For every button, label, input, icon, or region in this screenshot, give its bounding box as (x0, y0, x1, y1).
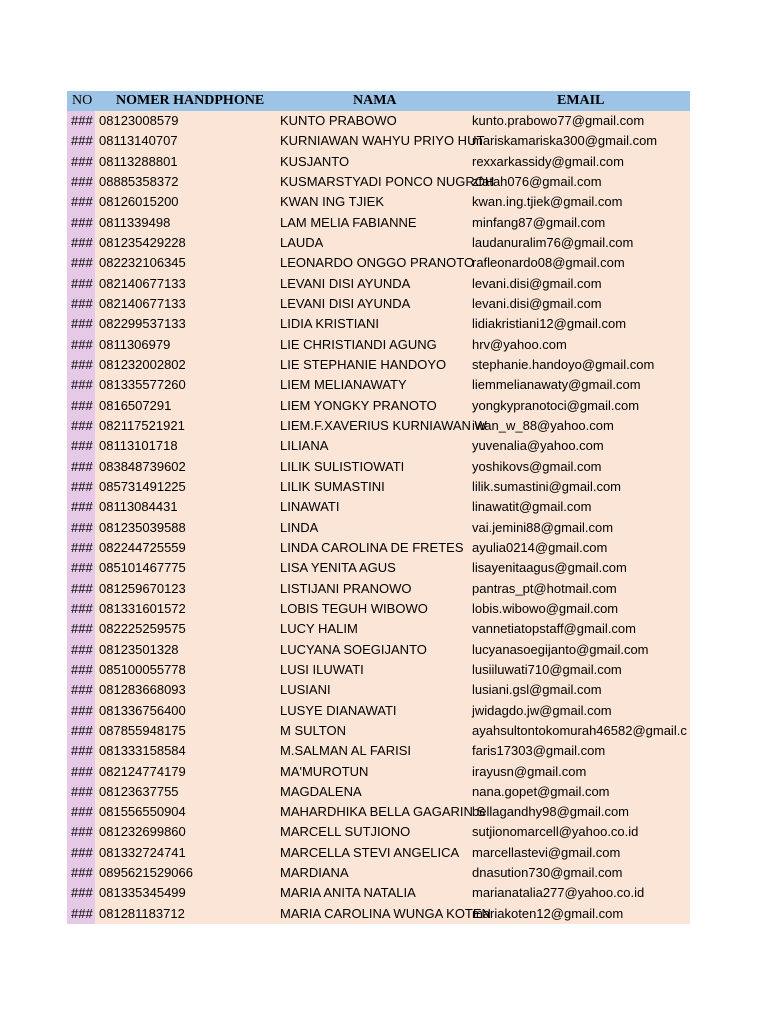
cell-nama: M SULTON (280, 722, 346, 738)
table-row (67, 619, 690, 639)
cell-email: marianatalia277@yahoo.co.id (472, 885, 645, 901)
cell-nama: LILIK SULISTIOWATI (280, 458, 405, 474)
table-row (67, 579, 690, 599)
cell-email: lilik.sumastini@gmail.com (472, 478, 622, 494)
cell-nama: KUSMARSTYADI PONCO NUGROH (280, 173, 495, 189)
table-row (67, 538, 690, 558)
cell-phone: 085731491225 (99, 478, 186, 494)
cell-nama: LILIK SUMASTINI (280, 478, 385, 494)
cell-email: lobis.wibowo@gmail.com (472, 600, 619, 616)
cell-phone: 081232002802 (99, 356, 186, 372)
table-row (67, 192, 690, 212)
table-row (67, 741, 690, 761)
table-row (67, 355, 690, 375)
cell-nama: MARIA CAROLINA WUNGA KOTEN (280, 905, 491, 921)
cell-phone: 08123501328 (99, 641, 179, 657)
table-row (67, 233, 690, 253)
cell-no: ### (67, 660, 95, 680)
table-row (67, 721, 690, 741)
table-row (67, 782, 690, 802)
cell-nama: MAHARDHIKA BELLA GAGARIN S (280, 804, 486, 820)
cell-phone: 081283668093 (99, 682, 186, 698)
cell-nama: LAM MELIA FABIANNE (280, 214, 417, 230)
cell-nama: LEVANI DISI AYUNDA (280, 275, 411, 291)
cell-email: rafleonardo08@gmail.com (472, 255, 625, 271)
cell-email: faris17303@gmail.com (472, 743, 606, 759)
cell-nama: LUCY HALIM (280, 621, 358, 637)
table-row (67, 802, 690, 822)
table-row (67, 294, 690, 314)
cell-no: ### (67, 558, 95, 578)
cell-phone: 081332724741 (99, 844, 186, 860)
cell-nama: KUNTO PRABOWO (280, 113, 397, 128)
cell-phone: 081331601572 (99, 600, 186, 616)
cell-email: vannetiatopstaff@gmail.com (472, 621, 636, 637)
header-email: EMAIL (557, 93, 605, 108)
cell-no: ### (67, 294, 95, 314)
cell-phone: 082232106345 (99, 255, 186, 271)
cell-no: ### (67, 904, 95, 924)
cell-no: ### (67, 274, 95, 294)
cell-email: minfang87@gmail.com (472, 214, 606, 230)
cell-no: ### (67, 538, 95, 558)
cell-phone: 082225259575 (99, 621, 186, 637)
cell-phone: 083848739602 (99, 458, 186, 474)
table-row (67, 375, 690, 395)
cell-email: levani.disi@gmail.com (472, 295, 602, 311)
cell-phone: 085100055778 (99, 661, 186, 677)
cell-phone: 081235429228 (99, 234, 186, 250)
cell-nama: KWAN ING TJIEK (280, 194, 385, 210)
cell-no: ### (67, 802, 95, 822)
cell-email: mariakoten12@gmail.com (472, 905, 624, 921)
cell-email: levani.disi@gmail.com (472, 275, 602, 291)
cell-phone: 081556550904 (99, 804, 186, 820)
table-row (67, 518, 690, 538)
cell-email: mariskamariska300@gmail.com (472, 133, 658, 149)
cell-phone: 08123008579 (99, 113, 179, 128)
cell-email: kunto.prabowo77@gmail.com (472, 113, 645, 128)
table-body (67, 111, 690, 924)
cell-no: ### (67, 111, 95, 131)
cell-nama: LAUDA (280, 234, 324, 250)
cell-email: lidiakristiani12@gmail.com (472, 316, 627, 332)
cell-no: ### (67, 599, 95, 619)
cell-email: liemmelianawaty@gmail.com (472, 377, 641, 393)
cell-no: ### (67, 192, 95, 212)
table-row (67, 701, 690, 721)
cell-no: ### (67, 619, 95, 639)
cell-nama: LISTIJANI PRANOWO (280, 580, 412, 596)
header-phone: NOMER HANDPHONE (116, 93, 265, 108)
cell-email: lusiiluwati710@gmail.com (472, 661, 622, 677)
cell-email: yoshikovs@gmail.com (472, 458, 602, 474)
cell-nama: MARCELLA STEVI ANGELICA (280, 844, 460, 860)
cell-nama: LEVANI DISI AYUNDA (280, 295, 411, 311)
cell-email: hrv@yahoo.com (472, 336, 567, 352)
cell-phone: 0811339498 (99, 214, 171, 230)
cell-no: ### (67, 457, 95, 477)
cell-no: ### (67, 741, 95, 761)
cell-no: ### (67, 822, 95, 842)
cell-phone: 081281183712 (99, 905, 185, 921)
cell-nama: MARDIANA (280, 865, 349, 881)
cell-no: ### (67, 680, 95, 700)
cell-email: irayusn@gmail.com (472, 763, 587, 779)
cell-nama: LIDIA KRISTIANI (280, 316, 379, 332)
cell-phone: 082140677133 (99, 275, 186, 291)
table-row (67, 497, 690, 517)
cell-phone: 08113101718 (99, 438, 178, 454)
cell-no: ### (67, 152, 95, 172)
cell-no: ### (67, 314, 95, 334)
cell-email: yuvenalia@yahoo.com (472, 438, 604, 454)
cell-email: ayulia0214@gmail.com (472, 539, 608, 555)
cell-no: ### (67, 497, 95, 517)
table-row (67, 111, 690, 131)
cell-email: jwidagdo.jw@gmail.com (472, 702, 612, 718)
cell-nama: LINDA CAROLINA DE FRETES (280, 539, 464, 555)
cell-email: bellagandhy98@gmail.com (472, 804, 630, 820)
cell-no: ### (67, 843, 95, 863)
cell-email: iwan_w_88@yahoo.com (472, 417, 614, 433)
cell-no: ### (67, 355, 95, 375)
table-row (67, 883, 690, 903)
cell-phone: 081335577260 (99, 377, 186, 393)
table-row (67, 660, 690, 680)
cell-no: ### (67, 213, 95, 233)
cell-no: ### (67, 701, 95, 721)
cell-phone: 0811306979 (99, 336, 171, 352)
table-row (67, 131, 690, 151)
cell-nama: LISA YENITA AGUS (280, 560, 396, 576)
cell-phone: 082117521921 (99, 417, 185, 433)
cell-email: zfatah076@gmail.com (472, 173, 602, 189)
cell-phone: 081259670123 (99, 580, 186, 596)
table-header (67, 91, 690, 111)
table-row (67, 477, 690, 497)
cell-nama: LIEM MELIANAWATY (280, 377, 407, 393)
cell-nama: LUSIANI (280, 682, 331, 698)
cell-no: ### (67, 335, 95, 355)
cell-phone: 08113084431 (99, 499, 178, 515)
cell-email: linawatit@gmail.com (472, 499, 592, 515)
cell-nama: MARCELL SUTJIONO (280, 824, 411, 840)
cell-email: laudanuralim76@gmail.com (472, 234, 634, 250)
cell-email: kwan.ing.tjiek@gmail.com (472, 194, 623, 210)
cell-nama: LINAWATI (280, 499, 340, 515)
cell-no: ### (67, 762, 95, 782)
cell-phone: 08885358372 (99, 173, 179, 189)
cell-nama: MAGDALENA (280, 783, 362, 799)
header-no: NO (72, 93, 93, 108)
table-row (67, 253, 690, 273)
cell-phone: 087855948175 (99, 722, 186, 738)
cell-nama: M.SALMAN AL FARISI (280, 743, 412, 759)
cell-no: ### (67, 416, 95, 436)
cell-email: lucyanasoegijanto@gmail.com (472, 641, 649, 657)
cell-email: pantras_pt@hotmail.com (472, 580, 617, 596)
table-row (67, 416, 690, 436)
table-row (67, 558, 690, 578)
cell-nama: LUCYANA SOEGIJANTO (280, 641, 427, 657)
cell-email: yongkypranotoci@gmail.com (472, 397, 640, 413)
cell-phone: 081335345499 (99, 885, 186, 901)
cell-phone: 081235039588 (99, 519, 186, 535)
cell-no: ### (67, 883, 95, 903)
cell-nama: KUSJANTO (280, 153, 350, 169)
cell-email: nana.gopet@gmail.com (472, 783, 610, 799)
cell-phone: 085101467775 (99, 560, 186, 576)
table-row (67, 213, 690, 233)
cell-nama: LIE STEPHANIE HANDOYO (280, 356, 447, 372)
cell-nama: LOBIS TEGUH WIBOWO (280, 600, 428, 616)
table-row (67, 822, 690, 842)
cell-no: ### (67, 477, 95, 497)
cell-phone: 0816507291 (99, 397, 172, 413)
cell-nama: LINDA (280, 519, 319, 535)
cell-no: ### (67, 518, 95, 538)
cell-phone: 082140677133 (99, 295, 186, 311)
cell-nama: MARIA ANITA NATALIA (280, 885, 416, 901)
cell-phone: 08113140707 (99, 133, 178, 149)
cell-nama: LUSYE DIANAWATI (280, 702, 397, 718)
table-row (67, 152, 690, 172)
cell-phone: 081336756400 (99, 702, 186, 718)
table-row (67, 863, 690, 883)
cell-phone: 082299537133 (99, 316, 186, 332)
table-row (67, 762, 690, 782)
cell-phone: 0895621529066 (99, 865, 193, 881)
table-row (67, 335, 690, 355)
cell-no: ### (67, 640, 95, 660)
cell-nama: LIEM YONGKY PRANOTO (280, 397, 437, 413)
contact-table (67, 91, 690, 924)
cell-no: ### (67, 863, 95, 883)
cell-email: ayahsultontokomurah46582@gmail.c (472, 722, 687, 738)
table-row (67, 396, 690, 416)
cell-phone: 082244725559 (99, 539, 186, 555)
cell-no: ### (67, 579, 95, 599)
cell-email: vai.jemini88@gmail.com (472, 519, 614, 535)
cell-no: ### (67, 436, 95, 456)
cell-email: stephanie.handoyo@gmail.com (472, 356, 655, 372)
table-row (67, 274, 690, 294)
cell-nama: MA'MUROTUN (280, 763, 369, 779)
table-row (67, 172, 690, 192)
header-nama: NAMA (353, 93, 397, 108)
table-row (67, 904, 690, 924)
cell-phone: 081232699860 (99, 824, 186, 840)
cell-no: ### (67, 782, 95, 802)
cell-no: ### (67, 721, 95, 741)
cell-no: ### (67, 233, 95, 253)
table-row (67, 314, 690, 334)
cell-email: rexxarkassidy@gmail.com (472, 153, 624, 169)
cell-email: sutjionomarcell@yahoo.co.id (472, 824, 639, 840)
cell-phone: 082124774179 (99, 763, 186, 779)
table-row (67, 599, 690, 619)
table-row (67, 843, 690, 863)
cell-phone: 08113288801 (99, 153, 178, 169)
cell-nama: LEONARDO ONGGO PRANOTO (280, 255, 475, 271)
cell-no: ### (67, 131, 95, 151)
cell-nama: LILIANA (280, 438, 329, 454)
cell-phone: 08123637755 (99, 783, 179, 799)
cell-phone: 081333158584 (99, 743, 186, 759)
cell-no: ### (67, 253, 95, 273)
cell-email: lisayenitaagus@gmail.com (472, 560, 627, 576)
cell-phone: 08126015200 (99, 194, 179, 210)
cell-email: lusiani.gsl@gmail.com (472, 682, 602, 698)
cell-nama: LUSI ILUWATI (280, 661, 364, 677)
cell-no: ### (67, 172, 95, 192)
table-row (67, 640, 690, 660)
cell-nama: LIE CHRISTIANDI AGUNG (280, 336, 437, 352)
cell-email: marcellastevi@gmail.com (472, 844, 621, 860)
cell-nama: LIEM.F.XAVERIUS KURNIAWAN W (280, 417, 487, 433)
table-row (67, 436, 690, 456)
cell-nama: KURNIAWAN WAHYU PRIYO HUT (280, 133, 485, 149)
table-row (67, 680, 690, 700)
cell-email: dnasution730@gmail.com (472, 865, 623, 881)
cell-no: ### (67, 396, 95, 416)
cell-no: ### (67, 375, 95, 395)
table-row (67, 457, 690, 477)
